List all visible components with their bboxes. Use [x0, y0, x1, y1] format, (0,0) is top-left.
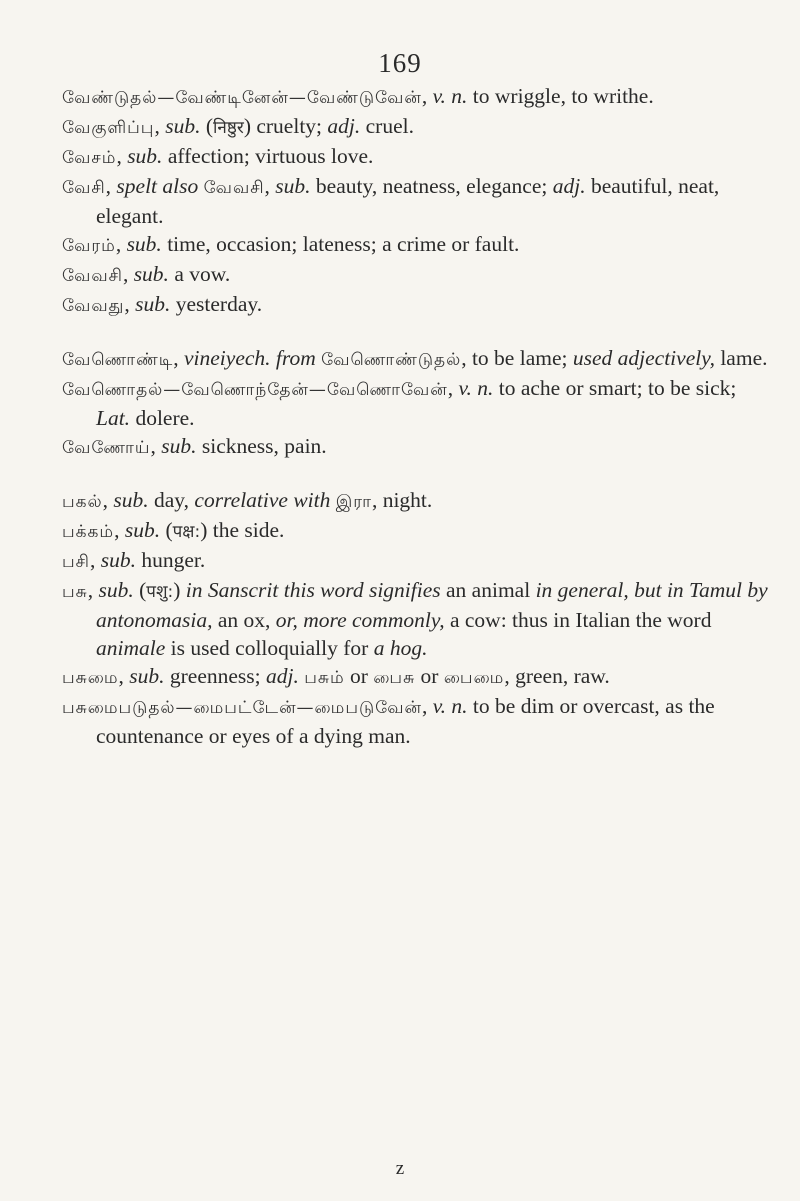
tamil-headword: வேகுளிப்பு: [62, 118, 155, 138]
entry-text: , night.: [371, 488, 433, 512]
italic-text: adj.: [327, 114, 361, 138]
sanskrit-term: पशु:: [146, 582, 174, 602]
dictionary-entry: [62, 662, 772, 692]
tamil-headword: பகல்: [62, 492, 103, 512]
entry-text: ,: [102, 488, 114, 512]
entry-text: day,: [148, 488, 195, 512]
italic-text: v. n.: [432, 84, 468, 108]
italic-text: Lat.: [96, 406, 131, 430]
tamil-headword: பசி: [62, 552, 90, 572]
entry-text: ,: [115, 232, 127, 256]
tamil-headword: வேணொதல்—வேணொந்தேன்—வேணொவேன்: [62, 380, 448, 400]
dictionary-entry: [62, 290, 772, 320]
tamil-headword: இரா: [335, 492, 372, 512]
entry-text: ,: [154, 114, 166, 138]
dictionary-entry: [62, 344, 772, 374]
tamil-headword: பசுமைபடுதல்—மைபட்டேன்—மைபடுவேன்: [62, 698, 422, 718]
dictionary-entry: [62, 142, 772, 172]
entry-text: ,: [87, 578, 99, 602]
italic-text: from: [275, 346, 316, 370]
entry-text: ,: [124, 292, 136, 316]
entry-text: ) cruelty;: [243, 114, 328, 138]
italic-text: v. n.: [432, 694, 468, 718]
tamil-headword: வேசி: [62, 178, 106, 198]
entry-text: ,: [150, 434, 162, 458]
italic-text: spelt also: [116, 174, 199, 198]
entry-text: yesterday.: [170, 292, 263, 316]
dictionary-entry: [62, 112, 772, 142]
entry-text: to ache or smart; to be sick;: [493, 376, 737, 400]
tamil-headword: வேசம்: [62, 148, 117, 168]
entry-text: cruel.: [360, 114, 414, 138]
entry-text: an animal: [440, 578, 536, 602]
italic-text: sub.: [100, 548, 136, 572]
italic-text: sub.: [129, 664, 165, 688]
tamil-headword: பசுமை: [62, 668, 119, 688]
footer-signature: z: [395, 1158, 405, 1179]
italic-text: sub.: [133, 262, 169, 286]
tamil-headword: வேவசி: [62, 266, 123, 286]
tamil-headword: வேண்டுதல்—வேண்டினேன்—வேண்டுவேன்: [62, 88, 422, 108]
dictionary-entry: [62, 432, 772, 462]
entry-text: (: [160, 518, 173, 542]
entry-text: ): [173, 578, 186, 602]
tamil-headword: பசும்: [304, 668, 345, 688]
dictionary-entry: [62, 576, 772, 662]
tamil-headword: வேவது: [62, 296, 125, 316]
entry-text: to be dim or overcast, as the countenance or eyes of a dying man.: [96, 694, 715, 748]
entry-text: ,: [421, 84, 433, 108]
tamil-headword: பசு: [62, 582, 88, 602]
entry-text: ,: [447, 376, 459, 400]
dictionary-entry: [62, 486, 772, 516]
entry-text: greenness;: [164, 664, 267, 688]
dictionary-entry: [62, 546, 772, 576]
dictionary-entry: [62, 374, 772, 432]
entry-text: an ox,: [212, 608, 276, 632]
entry-text: ,: [173, 346, 184, 370]
entry-text: or: [415, 664, 444, 688]
entry-text: ,: [118, 664, 130, 688]
entry-text: , green, raw.: [504, 664, 610, 688]
italic-text: vineiyech.: [184, 346, 271, 370]
italic-text: in Sanscrit this word signifies: [185, 578, 441, 602]
entry-text: beauty, neatness, elegance;: [310, 174, 553, 198]
italic-text: correlative with: [194, 488, 331, 512]
italic-text: sub.: [275, 174, 311, 198]
page-number: 169: [378, 48, 422, 78]
dictionary-entry: [62, 172, 772, 230]
tamil-headword: பக்கம்: [62, 522, 115, 542]
tamil-headword: வேவசி: [203, 178, 265, 198]
dictionary-entry: [62, 260, 772, 290]
italic-text: adj.: [266, 664, 299, 688]
entry-text: a cow: thus in Italian the word: [444, 608, 712, 632]
italic-text: sub.: [113, 488, 149, 512]
dictionary-entry: [62, 692, 772, 750]
entry-text: ,: [421, 694, 433, 718]
italic-text: sub.: [126, 232, 162, 256]
italic-text: sub.: [124, 518, 161, 542]
entry-text: affection; virtuous love.: [162, 144, 374, 168]
entry-text: or: [344, 664, 374, 688]
entry-text: is used colloquially for: [165, 636, 374, 660]
entry-text: , to be lame;: [461, 346, 573, 370]
tamil-headword: பைமை: [443, 668, 505, 688]
italic-text: sub.: [161, 434, 197, 458]
italic-text: sub.: [98, 578, 134, 602]
entry-text: beautiful, neat, elegant.: [96, 174, 720, 228]
dictionary-entry: [62, 82, 772, 112]
entry-text: lame.: [714, 346, 768, 370]
tamil-headword: வேணொண்டி: [62, 350, 174, 370]
dictionary-entries: [62, 82, 772, 750]
dictionary-entry: [62, 516, 772, 546]
italic-text: sub.: [165, 114, 201, 138]
entry-text: to wriggle, to writhe.: [467, 84, 654, 108]
tamil-headword: பைசு: [373, 668, 416, 688]
tamil-headword: வேணோய்: [62, 438, 151, 458]
tamil-headword: வேரம்: [62, 236, 116, 256]
entry-text: hunger.: [135, 548, 206, 572]
italic-text: used adjectively,: [572, 346, 715, 370]
entry-text: sickness, pain.: [196, 434, 327, 458]
entry-text: ,: [116, 144, 128, 168]
entry-text: time, occasion; lateness; a crime or fault.: [161, 232, 520, 256]
italic-text: sub.: [127, 144, 163, 168]
entry-text: ,: [122, 262, 134, 286]
entry-text: ,: [105, 174, 117, 198]
entry-text: (: [133, 578, 147, 602]
entry-text: a vow.: [168, 262, 231, 286]
entry-text: (: [200, 114, 213, 138]
dictionary-entry: [62, 230, 772, 260]
tamil-headword: வேணொண்டுதல்: [321, 350, 462, 370]
italic-text: a hog.: [373, 636, 428, 660]
italic-text: in general, but in Tamul by antonomasia,: [96, 578, 768, 632]
italic-text: or, more commonly,: [275, 608, 445, 632]
sanskrit-term: पक्ष:: [172, 522, 201, 542]
entry-text: ,: [264, 174, 276, 198]
entry-text: dolere.: [130, 406, 195, 430]
entry-text: ,: [89, 548, 101, 572]
italic-text: v. n.: [458, 376, 494, 400]
entry-text: ,: [114, 518, 125, 542]
italic-text: sub.: [135, 292, 171, 316]
entry-text: ) the side.: [200, 518, 285, 542]
italic-text: animale: [96, 636, 166, 660]
sanskrit-term: निष्ठुर: [213, 118, 244, 138]
italic-text: adj.: [552, 174, 586, 198]
